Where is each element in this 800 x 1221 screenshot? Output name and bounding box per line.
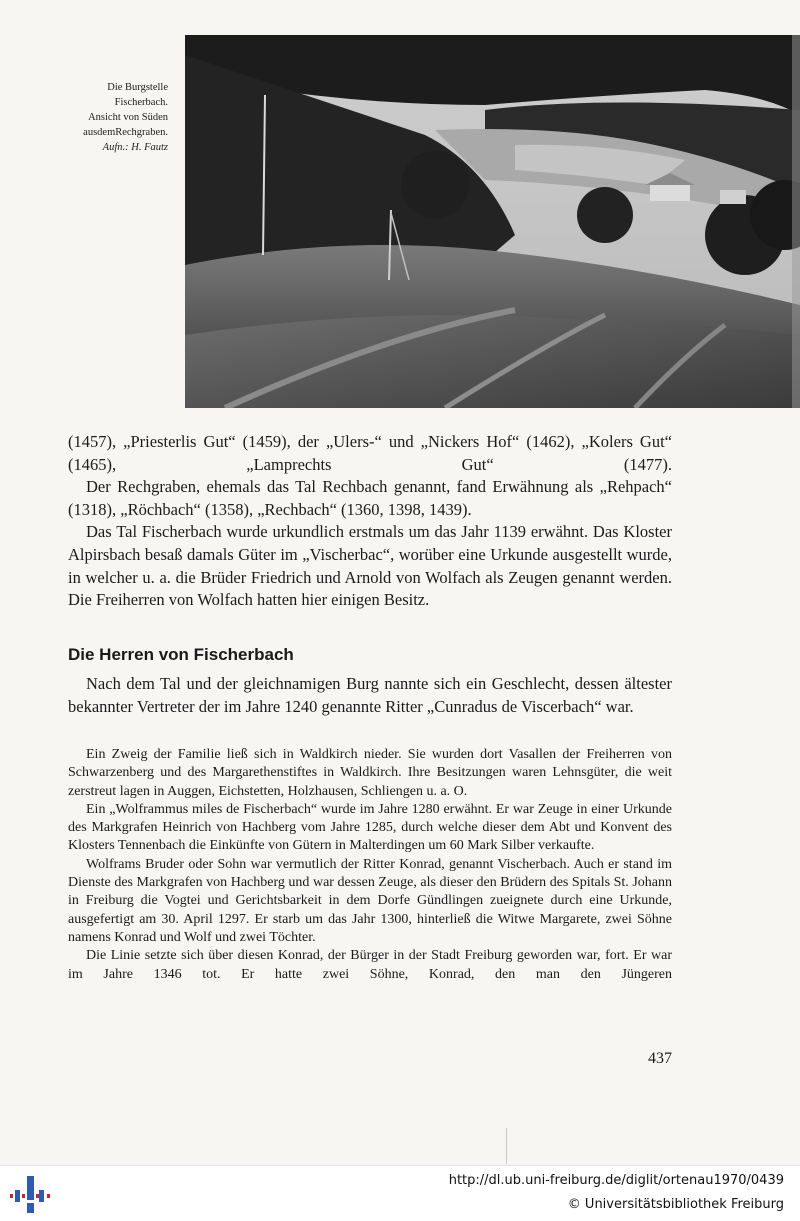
paragraph: Der Rechgraben, ehemals das Tal Rechbach genannt, fand Erwähnung als „Rehpach“ (1318), „Röchbach“ (1358), „Rechbach“ (1360, 1398, 1439). (68, 477, 672, 519)
page-number: 437 (648, 1050, 672, 1067)
photo-caption (40, 80, 168, 155)
paragraph: Ein Zweig der Familie ließ sich in Waldkirch nieder. Sie wurden dort Vasallen der Freiherren von Schwarzenberg und des Margarethenstiftes in Waldkirch. Ihre Besitzungen waren Lehnsgüter, die weit zerstreut lagen in Auggen, Eichstetten, Holzhausen, Schliengen u. a. O. (68, 747, 672, 799)
source-url-link[interactable]: http://dl.ub.uni-freiburg.de/diglit/ortenau1970/0439 (448, 1173, 784, 1188)
paragraph: Ein „Wolframmus miles de Fischerbach“ wurde im Jahre 1280 erwähnt. Er war Zeuge in einer Urkunde des Markgrafen Heinrich von Hachberg vom Jahre 1285, durch welche dieser dem Abt und Konvent des Klosters Tennenbach die Einkünfte von Gütern in Malterdingen um 60 Mark Silber verkaufte. (68, 801, 672, 854)
paragraph: Wolframs Bruder oder Sohn war vermutlich der Ritter Konrad, genannt Vischerbach. Auch er stand im Dienste des Markgrafen von Hachberg und war dessen Zeuge, als dieser den Brüdern des Spitals St. Johann in Freiburg die Vogtei und Gerichtsbarkeit in dem Dorfe Gündlingen zueignete durch eine Urkunde, ausgefertigt am 30. April 1297. Er starb um das Jahr 1300, hinterließ die Witwe Margarete, zwei Söhne namens Konrad und Wolf und zwei Töchter. (68, 856, 672, 945)
landscape-photo (185, 35, 800, 408)
body-text-top (68, 431, 672, 612)
paragraph: Das Tal Fischerbach wurde urkundlich erstmals um das Jahr 1139 erwähnt. Das Kloster Alpirsbach besaß damals Güter im „Vischerbac“, worüber eine Urkunde ausgestellt wurde, in welcher u. a. die Brüder Friedrich und Arnold von Wolfach als Zeugen genannt werden. Die Freiherren von Wolfach hatten hier einigen Besitz. (68, 522, 672, 610)
paragraph: Die Linie setzte sich über diesen Konrad, der Bürger in der Stadt Freiburg geworden war, fort. Er war im Jahre 1346 tot. Er hatte zwei Söhne, Konrad, den man den Jüngeren (68, 948, 672, 982)
copyright-text: © Universitätsbibliothek Freiburg (567, 1197, 784, 1212)
footer-bar (0, 1165, 800, 1221)
caption-line: Ansicht von Süden (88, 112, 168, 123)
body-text-small (68, 746, 672, 984)
paragraph: Nach dem Tal und der gleichnamigen Burg nannte sich ein Geschlecht, dessen ältester bekannter Vertreter der im Jahre 1240 genannte Ritter „Cunradus de Viscerbach“ war. (68, 674, 672, 716)
body-text-intro (68, 673, 672, 718)
section-heading: Die Herren von Fischerbach (68, 645, 294, 664)
paragraph: (1457), „Priesterlis Gut“ (1459), der „Ulers-“ und „Nickers Hof“ (1462), „Kolers Gut“ (1465), „Lamprechts Gut“ (1477). (68, 432, 672, 474)
caption-line: Fischerbach. (114, 97, 168, 108)
divider (506, 1128, 507, 1164)
ub-freiburg-logo-icon (10, 1172, 52, 1216)
caption-line: ausdemRechgraben. (83, 127, 168, 138)
caption-line: Die Burgstelle (107, 82, 168, 93)
caption-credit: Aufn.: H. Fautz (102, 142, 168, 153)
